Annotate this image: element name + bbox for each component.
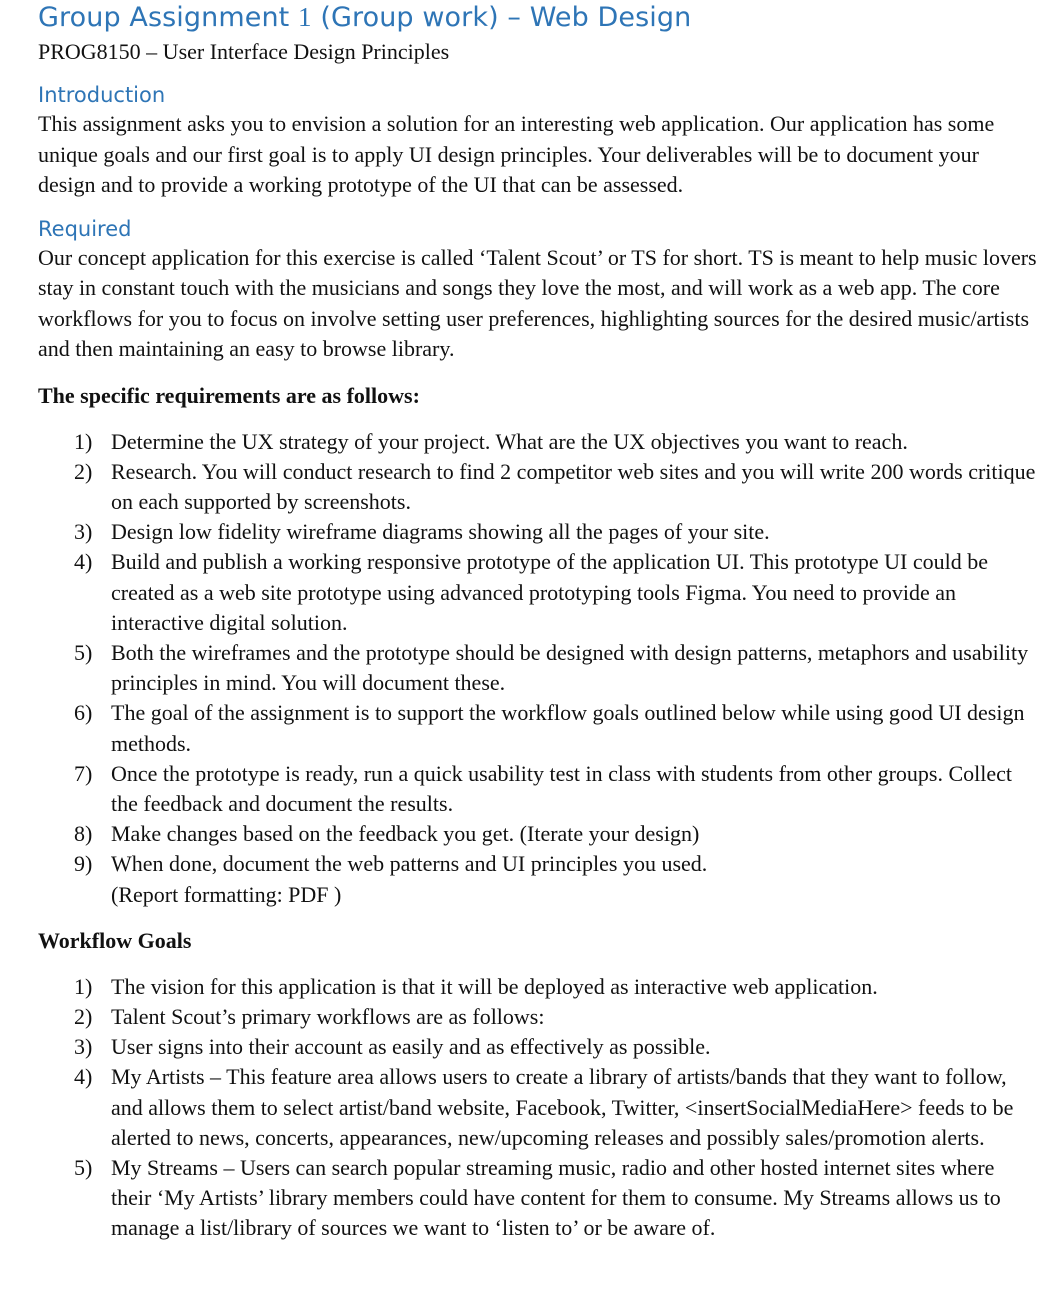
list-item-text: Determine the UX strategy of your project. What are the UX objectives you want to reach. [111, 428, 908, 454]
list-item-text: Design low fidelity wireframe diagrams showing all the pages of your site. [111, 519, 770, 545]
list-number: 5) [74, 1154, 93, 1180]
document-page [38, 0, 1038, 1244]
requirements-list [38, 427, 1038, 910]
introduction-paragraph: This assignment asks you to envision a solution for an interesting web application. Our application has some unique goals and our first goal is to apply UI design principles. Your deliverables will be to document your design and to provide a working prototype of the UI that can be assessed. [38, 111, 995, 197]
list-item-text: Make changes based on the feedback you get. (Iterate your design) [111, 821, 700, 847]
list-item-text: Once the prototype is ready, run a quick usability test in class with students from other groups. Collect the feedback and document the results. [111, 760, 1013, 816]
list-item [38, 972, 1038, 1002]
list-item [38, 698, 1038, 758]
list-item [38, 638, 1038, 698]
list-item-text: Research. You will conduct research to find 2 competitor web sites and you will write 200 words critique on each supported by screenshots. [111, 458, 1036, 514]
list-item [38, 849, 1038, 909]
list-item [38, 819, 1038, 849]
list-item [38, 1153, 1038, 1244]
course-subtitle: PROG8150 – User Interface Design Principles [38, 39, 450, 64]
list-item [38, 427, 1038, 457]
list-item [38, 1002, 1038, 1032]
introduction-heading: Introduction [38, 83, 166, 107]
list-number: 2) [74, 1003, 93, 1029]
list-item [38, 547, 1038, 638]
title-prefix: Group Assignment [38, 2, 299, 33]
list-number: 9) [74, 851, 93, 877]
required-heading: Required [38, 216, 132, 241]
document-title [38, 0, 1038, 35]
list-number: 7) [74, 760, 93, 786]
list-number: 4) [74, 1064, 93, 1090]
list-item [38, 517, 1038, 547]
report-format-note: (Report formatting: PDF ) [111, 881, 342, 907]
list-item-text: When done, document the web patterns and UI principles you used. [111, 851, 708, 877]
workflow-list [38, 972, 1038, 1244]
list-item-text: My Artists – This feature area allows users to create a library of artists/bands that they want to follow, and allows them to select artist/band website, Facebook, Twitter, <insertSocialMediaHere> feeds to be alerted to news, concerts, appearances, new/upcoming releases and possibly sales/promotion alerts. [111, 1064, 1014, 1150]
title-suffix: (Group work) – Web Design [311, 2, 692, 33]
list-item-text: Build and publish a working responsive prototype of the application UI. This prototype UI could be created as a web site prototype using advanced prototyping tools Figma. You need to provide an interactive digital solution. [111, 549, 988, 635]
list-number: 1) [74, 973, 93, 999]
list-item-text: User signs into their account as easily and as effectively as possible. [111, 1034, 711, 1060]
list-item-text: The goal of the assignment is to support the workflow goals outlined below while using good UI design methods. [111, 700, 1025, 756]
list-number: 3) [74, 519, 93, 545]
list-number: 1) [74, 428, 93, 454]
workflow-heading: Workflow Goals [38, 927, 192, 953]
list-number: 8) [74, 821, 93, 847]
required-paragraph: Our concept application for this exercise is called ‘Talent Scout’ or TS for short. TS is meant to help music lovers stay in constant touch with the musicians and songs they love the most, and will work as a web app. The core workflows for you to focus on involve setting user preferences, highlighting sources for the desired music/artists and then maintaining an easy to browse library. [38, 244, 1037, 361]
list-item [38, 759, 1038, 819]
list-item [38, 1032, 1038, 1062]
requirements-heading: The specific requirements are as follows: [38, 382, 420, 408]
list-item-text: My Streams – Users can search popular streaming music, radio and other hosted internet sites where their ‘My Artists’ library members could have content for them to consume. My Streams allows us to manage a list/library of sources we want to ‘listen to’ or be aware of. [111, 1154, 1001, 1241]
list-item-text: The vision for this application is that it will be deployed as interactive web application. [111, 973, 878, 999]
list-item [38, 457, 1038, 517]
list-number: 3) [74, 1034, 93, 1060]
list-number: 5) [74, 639, 93, 665]
list-number: 2) [74, 458, 93, 484]
title-number: 1 [298, 2, 312, 32]
list-number: 4) [74, 549, 93, 575]
list-number: 6) [74, 700, 93, 726]
list-item-text: Talent Scout’s primary workflows are as follows: [111, 1003, 545, 1029]
list-item-text: Both the wireframes and the prototype should be designed with design patterns, metaphors and usability principles in mind. You will document these. [111, 639, 1029, 696]
list-item [38, 1062, 1038, 1153]
